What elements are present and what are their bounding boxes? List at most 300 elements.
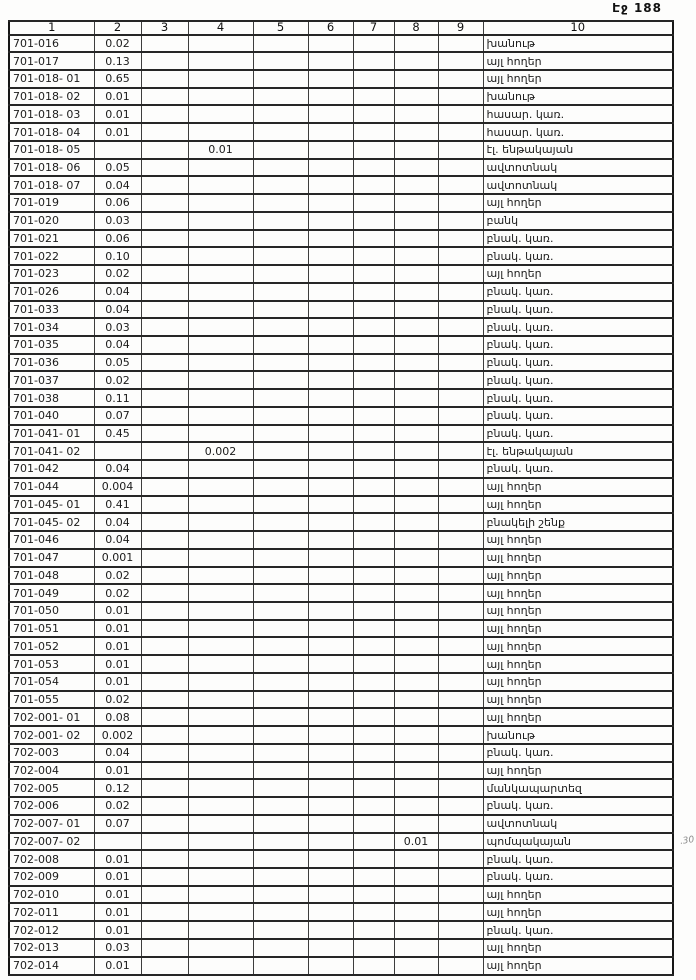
value-cell [438,407,483,425]
value-cell [394,815,438,833]
parcel-code-cell: 701-019 [9,194,94,212]
parcel-code-cell: 701-048 [9,567,94,585]
value-cell [438,52,483,70]
value-cell [438,567,483,585]
value-cell [308,407,353,425]
value-cell [308,584,353,602]
table-row [9,212,673,230]
value-cell [253,230,308,248]
value-cell: 0.06 [94,194,141,212]
table-row [9,478,673,496]
value-cell [353,513,394,531]
value-cell [308,105,353,123]
value-cell [253,921,308,939]
land-use-cell: ավտոտնակ [483,815,673,833]
parcel-code-cell: 701-049 [9,584,94,602]
land-use-cell: բնակ. կառ. [483,283,673,301]
value-cell [253,762,308,780]
parcel-code-cell: 701-050 [9,602,94,620]
land-use-cell: այլ հողեր [483,70,673,88]
value-cell [353,833,394,851]
value-cell [308,939,353,957]
land-use-cell: խանութ [483,726,673,744]
value-cell [188,88,253,106]
value-cell [438,691,483,709]
table-row [9,620,673,638]
value-cell [141,903,188,921]
value-cell: 0.04 [94,531,141,549]
value-cell [353,797,394,815]
value-cell [438,921,483,939]
value-cell: 0.07 [94,407,141,425]
value-cell [308,513,353,531]
value-cell [141,105,188,123]
value-cell [438,336,483,354]
value-cell: 0.02 [94,35,141,53]
value-cell [188,903,253,921]
land-use-cell: բնակ. կառ. [483,921,673,939]
value-cell [394,567,438,585]
column-header-8: 8 [394,21,438,35]
value-cell [308,886,353,904]
parcel-code-cell: 702-005 [9,779,94,797]
value-cell [308,708,353,726]
value-cell [188,567,253,585]
land-use-cell: բնակ. կառ. [483,301,673,319]
value-cell [141,815,188,833]
value-cell [353,442,394,460]
value-cell [394,691,438,709]
parcel-code-cell: 702-003 [9,744,94,762]
parcel-code-cell: 701-033 [9,301,94,319]
value-cell [394,105,438,123]
land-use-cell: այլ հողեր [483,496,673,514]
land-use-cell: այլ հողեր [483,655,673,673]
value-cell [308,371,353,389]
value-cell [308,726,353,744]
table-row [9,531,673,549]
value-cell: 0.04 [94,460,141,478]
value-cell [438,301,483,319]
value-cell [253,141,308,159]
value-cell [308,921,353,939]
value-cell: 0.07 [94,815,141,833]
parcel-code-cell: 701-021 [9,230,94,248]
value-cell [141,407,188,425]
value-cell [141,691,188,709]
value-cell [353,496,394,514]
table-row [9,88,673,106]
parcel-code-cell: 701-041- 01 [9,425,94,443]
value-cell [308,691,353,709]
table-row [9,815,673,833]
value-cell: 0.02 [94,371,141,389]
value-cell [394,584,438,602]
value-cell [353,673,394,691]
value-cell [438,442,483,460]
value-cell [353,957,394,975]
value-cell [253,425,308,443]
value-cell [253,903,308,921]
parcel-code-cell: 701-045- 01 [9,496,94,514]
value-cell [253,691,308,709]
land-use-cell: բնակ. կառ. [483,389,673,407]
value-cell [353,176,394,194]
value-cell [438,212,483,230]
value-cell [353,602,394,620]
value-cell [253,620,308,638]
table-row [9,886,673,904]
value-cell [188,265,253,283]
table-row [9,389,673,407]
value-cell [253,549,308,567]
value-cell [188,35,253,53]
value-cell [353,247,394,265]
land-use-cell: այլ հողեր [483,531,673,549]
table-row [9,123,673,141]
value-cell [308,637,353,655]
value-cell [438,70,483,88]
value-cell [438,354,483,372]
value-cell [394,744,438,762]
value-cell [353,159,394,177]
value-cell [141,513,188,531]
land-use-cell: էլ. ենթակայան [483,141,673,159]
value-cell [394,478,438,496]
value-cell [253,496,308,514]
value-cell [188,797,253,815]
value-cell: 0.03 [94,318,141,336]
value-cell [438,957,483,975]
value-cell [438,176,483,194]
parcel-code-cell: 701-036 [9,354,94,372]
value-cell [141,318,188,336]
value-cell [188,726,253,744]
value-cell [394,230,438,248]
value-cell [188,620,253,638]
parcel-code-cell: 701-053 [9,655,94,673]
value-cell [438,460,483,478]
land-use-cell: այլ հողեր [483,567,673,585]
value-cell [438,939,483,957]
value-cell [188,230,253,248]
value-cell [188,886,253,904]
column-header-5: 5 [253,21,308,35]
value-cell [308,868,353,886]
value-cell [141,460,188,478]
value-cell [188,531,253,549]
value-cell: 0.13 [94,52,141,70]
value-cell [253,283,308,301]
value-cell [253,637,308,655]
value-cell [141,35,188,53]
parcel-code-cell: 701-023 [9,265,94,283]
value-cell [353,389,394,407]
table-row [9,779,673,797]
value-cell: 0.04 [94,336,141,354]
value-cell [253,602,308,620]
value-cell [188,921,253,939]
value-cell [353,425,394,443]
table-row [9,336,673,354]
land-use-cell: հասար. կառ. [483,123,673,141]
value-cell [188,637,253,655]
value-cell [438,886,483,904]
value-cell [253,833,308,851]
value-cell [353,336,394,354]
column-header-3: 3 [141,21,188,35]
value-cell [141,655,188,673]
value-cell [438,88,483,106]
value-cell [188,655,253,673]
value-cell [438,159,483,177]
value-cell [188,247,253,265]
value-cell [188,744,253,762]
land-use-cell: բնակ. կառ. [483,744,673,762]
parcel-code-cell: 701-034 [9,318,94,336]
value-cell [141,957,188,975]
value-cell: 0.001 [94,549,141,567]
parcel-code-cell: 701-051 [9,620,94,638]
value-cell [394,176,438,194]
parcel-code-cell: 702-007- 01 [9,815,94,833]
value-cell: 0.01 [94,655,141,673]
parcel-code-cell: 701-046 [9,531,94,549]
value-cell [188,407,253,425]
parcel-code-cell: 701-040 [9,407,94,425]
value-cell [394,425,438,443]
value-cell [394,620,438,638]
value-cell: 0.05 [94,354,141,372]
value-cell: 0.01 [94,921,141,939]
value-cell [308,779,353,797]
land-use-cell: բանկ [483,212,673,230]
land-use-cell: պոմպակայան [483,833,673,851]
value-cell [353,265,394,283]
table-row [9,637,673,655]
value-cell [308,478,353,496]
value-cell [353,708,394,726]
value-cell [308,52,353,70]
value-cell [438,602,483,620]
value-cell [353,283,394,301]
value-cell [308,797,353,815]
parcel-code-cell: 702-014 [9,957,94,975]
value-cell [353,584,394,602]
value-cell [188,123,253,141]
value-cell [141,283,188,301]
value-cell [394,886,438,904]
value-cell [253,159,308,177]
value-cell [394,762,438,780]
parcel-code-cell: 701-026 [9,283,94,301]
value-cell [253,88,308,106]
value-cell: 0.02 [94,567,141,585]
value-cell [253,212,308,230]
value-cell [353,868,394,886]
value-cell [394,283,438,301]
value-cell [253,815,308,833]
value-cell [394,957,438,975]
value-cell [253,301,308,319]
value-cell [94,442,141,460]
value-cell [394,247,438,265]
parcel-code-cell: 702-010 [9,886,94,904]
value-cell [141,247,188,265]
table-row [9,301,673,319]
value-cell: 0.002 [188,442,253,460]
value-cell [253,531,308,549]
value-cell [188,779,253,797]
value-cell [353,549,394,567]
value-cell [141,212,188,230]
table-row [9,105,673,123]
value-cell: 0.01 [94,637,141,655]
value-cell [308,194,353,212]
value-cell [188,478,253,496]
value-cell [394,70,438,88]
value-cell [438,762,483,780]
value-cell [188,283,253,301]
value-cell [188,602,253,620]
value-cell: 0.01 [94,123,141,141]
value-cell [353,903,394,921]
land-use-cell: այլ հողեր [483,957,673,975]
value-cell [394,389,438,407]
value-cell [308,673,353,691]
parcel-code-cell: 701-018- 06 [9,159,94,177]
value-cell: 0.002 [94,726,141,744]
table-row [9,833,673,851]
value-cell [438,673,483,691]
table-row [9,691,673,709]
value-cell: 0.01 [94,620,141,638]
table-row [9,318,673,336]
value-cell [253,744,308,762]
column-header-9: 9 [438,21,483,35]
value-cell: 0.01 [94,957,141,975]
value-cell [188,212,253,230]
value-cell: 0.04 [94,176,141,194]
land-use-cell: բնակ. կառ. [483,336,673,354]
value-cell: 0.004 [94,478,141,496]
value-cell [253,673,308,691]
value-cell [438,779,483,797]
value-cell [141,602,188,620]
value-cell [188,105,253,123]
value-cell: 0.03 [94,939,141,957]
page-number-label: Էջ 188 [612,1,662,15]
value-cell: 0.41 [94,496,141,514]
value-cell [253,584,308,602]
value-cell: 0.02 [94,265,141,283]
parcel-code-cell: 701-022 [9,247,94,265]
land-use-cell: այլ հողեր [483,637,673,655]
value-cell [394,549,438,567]
table-row [9,957,673,975]
value-cell [253,176,308,194]
land-use-cell: հասար. կառ. [483,105,673,123]
value-cell [308,850,353,868]
value-cell [308,620,353,638]
value-cell [353,939,394,957]
column-header-1: 1 [9,21,94,35]
value-cell: 0.04 [94,301,141,319]
value-cell [308,336,353,354]
value-cell [188,584,253,602]
value-cell [141,70,188,88]
table-row [9,354,673,372]
value-cell [308,176,353,194]
value-cell [141,637,188,655]
value-cell [253,247,308,265]
value-cell [438,496,483,514]
value-cell [394,513,438,531]
land-use-cell: բնակ. կառ. [483,425,673,443]
value-cell [188,159,253,177]
parcel-code-cell: 701-018- 05 [9,141,94,159]
land-use-cell: բնակ. կառ. [483,354,673,372]
table-row [9,442,673,460]
parcel-code-cell: 702-011 [9,903,94,921]
value-cell [353,815,394,833]
value-cell [253,460,308,478]
value-cell [394,496,438,514]
parcel-code-cell: 702-004 [9,762,94,780]
value-cell [308,283,353,301]
value-cell [394,602,438,620]
value-cell [308,957,353,975]
value-cell [253,123,308,141]
value-cell [188,336,253,354]
table-row [9,176,673,194]
land-use-cell: բնակ. կառ. [483,460,673,478]
value-cell [308,833,353,851]
value-cell [141,265,188,283]
value-cell [308,602,353,620]
land-use-cell: այլ հողեր [483,673,673,691]
value-cell: 0.45 [94,425,141,443]
land-use-cell: բնակ. կառ. [483,797,673,815]
value-cell [438,478,483,496]
value-cell [353,141,394,159]
value-cell [353,371,394,389]
value-cell [438,265,483,283]
value-cell [188,673,253,691]
value-cell [353,194,394,212]
land-use-cell: բնակ. կառ. [483,407,673,425]
value-cell [308,762,353,780]
value-cell [438,318,483,336]
parcel-code-cell: 702-012 [9,921,94,939]
value-cell [394,531,438,549]
column-header-4: 4 [188,21,253,35]
value-cell [394,708,438,726]
value-cell [141,425,188,443]
value-cell [188,354,253,372]
value-cell: 0.02 [94,584,141,602]
value-cell [394,939,438,957]
value-cell [141,797,188,815]
value-cell [394,88,438,106]
value-cell [141,52,188,70]
value-cell [394,52,438,70]
table-row [9,141,673,159]
value-cell [141,123,188,141]
value-cell [353,301,394,319]
land-use-cell: այլ հողեր [483,691,673,709]
parcel-code-cell: 701-020 [9,212,94,230]
